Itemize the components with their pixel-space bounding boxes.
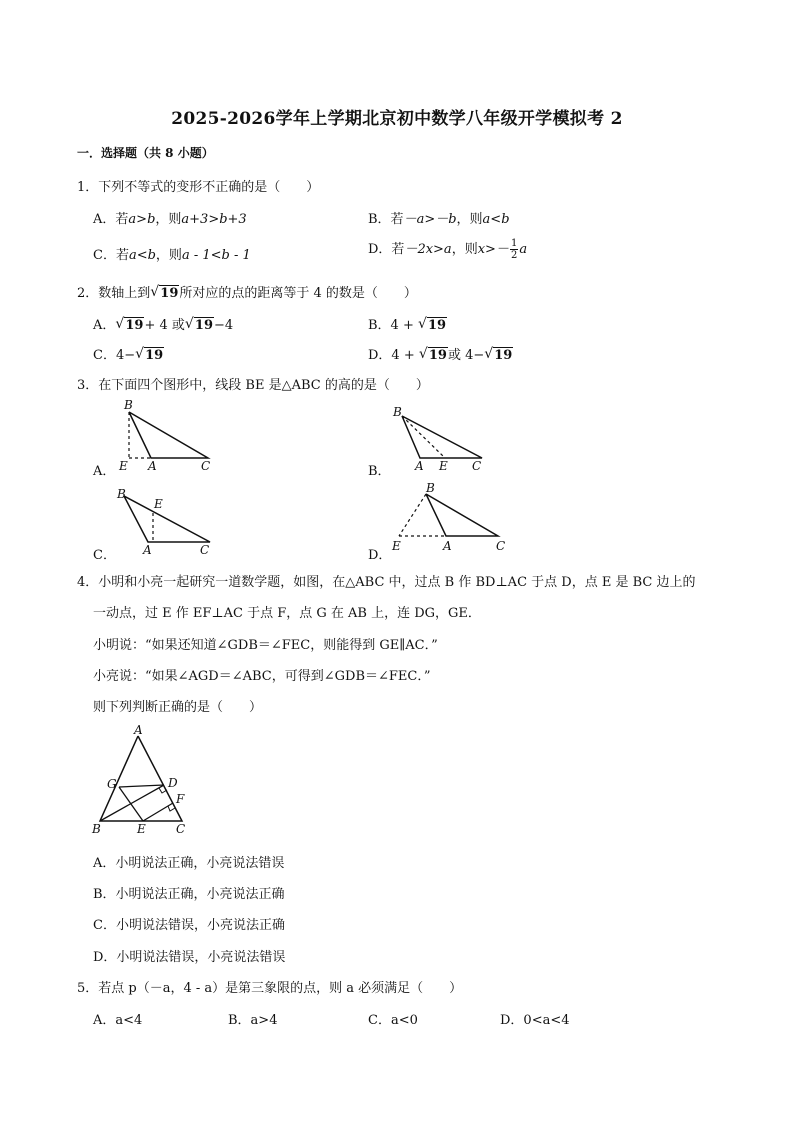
- point-b-label: B: [426, 481, 435, 495]
- q2-option-a[interactable]: A．√ 19+ 4 或√ 19−4: [93, 314, 233, 333]
- q5-option-c[interactable]: C．a<0: [368, 1013, 418, 1028]
- q1-option-b[interactable]: B．若－a>－b，则a<b: [368, 212, 510, 227]
- point-b-label: B: [124, 398, 133, 412]
- point-e-label: E: [137, 822, 146, 836]
- q4-option-c[interactable]: C．小明说法错误，小亮说法正确: [93, 918, 285, 933]
- question-2-stem: 2．数轴上到√ 19所对应的点的距离等于 4 的数是（ ）: [77, 282, 417, 301]
- q2-option-b[interactable]: B．4 + √ 19: [368, 314, 447, 333]
- section-heading: 一．选择题（共 8 小题）: [77, 146, 214, 160]
- xiaoming-statement: 小明说：“如果还知道∠GDB＝∠FEC，则能得到 GE∥AC．”: [93, 638, 438, 653]
- question-5-stem: 5．若点 p（－a，4 - a）是第三象限的点，则 a 必须满足（ ）: [77, 981, 463, 996]
- point-e-label: E: [154, 497, 163, 511]
- fraction-one-half: $\frac{1}{2}$: [510, 238, 518, 261]
- point-f-label: F: [176, 792, 185, 806]
- question-1-stem: 1．下列不等式的变形不正确的是（ ）: [77, 180, 320, 195]
- q2-option-d[interactable]: D．4 + √ 19或 4−√ 19: [368, 344, 513, 363]
- point-g-label: G: [107, 777, 117, 791]
- point-c-label: C: [201, 459, 211, 473]
- point-c-label: C: [496, 539, 506, 553]
- q4-option-d[interactable]: D．小明说法错误，小亮说法错误: [93, 950, 286, 965]
- point-c-label: C: [472, 459, 482, 473]
- q5-option-b[interactable]: B．a>4: [228, 1013, 278, 1028]
- q3-figure-b: [390, 400, 490, 480]
- point-a-label: A: [143, 543, 152, 557]
- sqrt-19: √ 19: [150, 286, 179, 301]
- point-c-label: C: [200, 543, 210, 557]
- point-e-label: E: [439, 459, 448, 473]
- question-4-stem-line2: 一动点，过 E 作 EF⊥AC 于点 F，点 G 在 AB 上，连 DG，GE．: [93, 606, 481, 621]
- page-title: 2025-2026学年上学期北京初中数学八年级开学模拟考 2: [171, 109, 623, 129]
- q3-figure-d: [388, 480, 508, 560]
- q5-option-a[interactable]: A．a<4: [93, 1013, 143, 1028]
- q4-triangle-figure: [90, 724, 200, 840]
- q5-option-d[interactable]: D．0<a<4: [500, 1013, 570, 1028]
- point-b-label: B: [393, 405, 402, 419]
- q3-option-a-label[interactable]: A．: [93, 464, 116, 479]
- question-4-stem-line1: 4．小明和小亮一起研究一道数学题，如图，在△ABC 中，过点 B 作 BD⊥AC 于点 D，点 E 是 BC 边上的: [77, 575, 696, 590]
- q1-option-a[interactable]: A．若a>b，则a+3>b+3: [93, 212, 247, 227]
- q1-option-c[interactable]: C．若a<b，则a - 1<b - 1: [93, 248, 251, 263]
- q4-option-a[interactable]: A．小明说法正确，小亮说法错误: [93, 856, 285, 871]
- point-a-label: A: [415, 459, 424, 473]
- question-3-stem: 3．在下面四个图形中，线段 BE 是△ABC 的高的是（ ）: [77, 378, 429, 393]
- q3-figure-a: [110, 396, 220, 476]
- point-a-label: A: [443, 539, 452, 553]
- question-4-ask: 则下列判断正确的是（ ）: [93, 700, 263, 715]
- q4-option-b[interactable]: B．小明说法正确，小亮说法正确: [93, 887, 285, 902]
- point-e-label: E: [392, 539, 401, 553]
- xiaoliang-statement: 小亮说：“如果∠AGD＝∠ABC，可得到∠GDB＝∠FEC．”: [93, 669, 431, 684]
- q1-option-d[interactable]: D．若－2x>a，则x>－ $\frac{1}{2}$ a: [368, 238, 528, 261]
- q3-figure-c: [112, 484, 222, 564]
- q3-option-b-label[interactable]: B．: [368, 464, 391, 479]
- point-c-label: C: [176, 822, 186, 836]
- q2-option-c[interactable]: C．4−√ 19: [93, 344, 164, 363]
- point-d-label: D: [168, 776, 178, 790]
- point-b-label: B: [92, 822, 101, 836]
- q3-option-d-label[interactable]: D．: [368, 548, 392, 563]
- point-a-label: A: [134, 723, 143, 737]
- point-e-label: E: [119, 459, 128, 473]
- q3-option-c-label[interactable]: C．: [93, 548, 116, 563]
- point-b-label: B: [117, 487, 126, 501]
- point-a-label: A: [148, 459, 157, 473]
